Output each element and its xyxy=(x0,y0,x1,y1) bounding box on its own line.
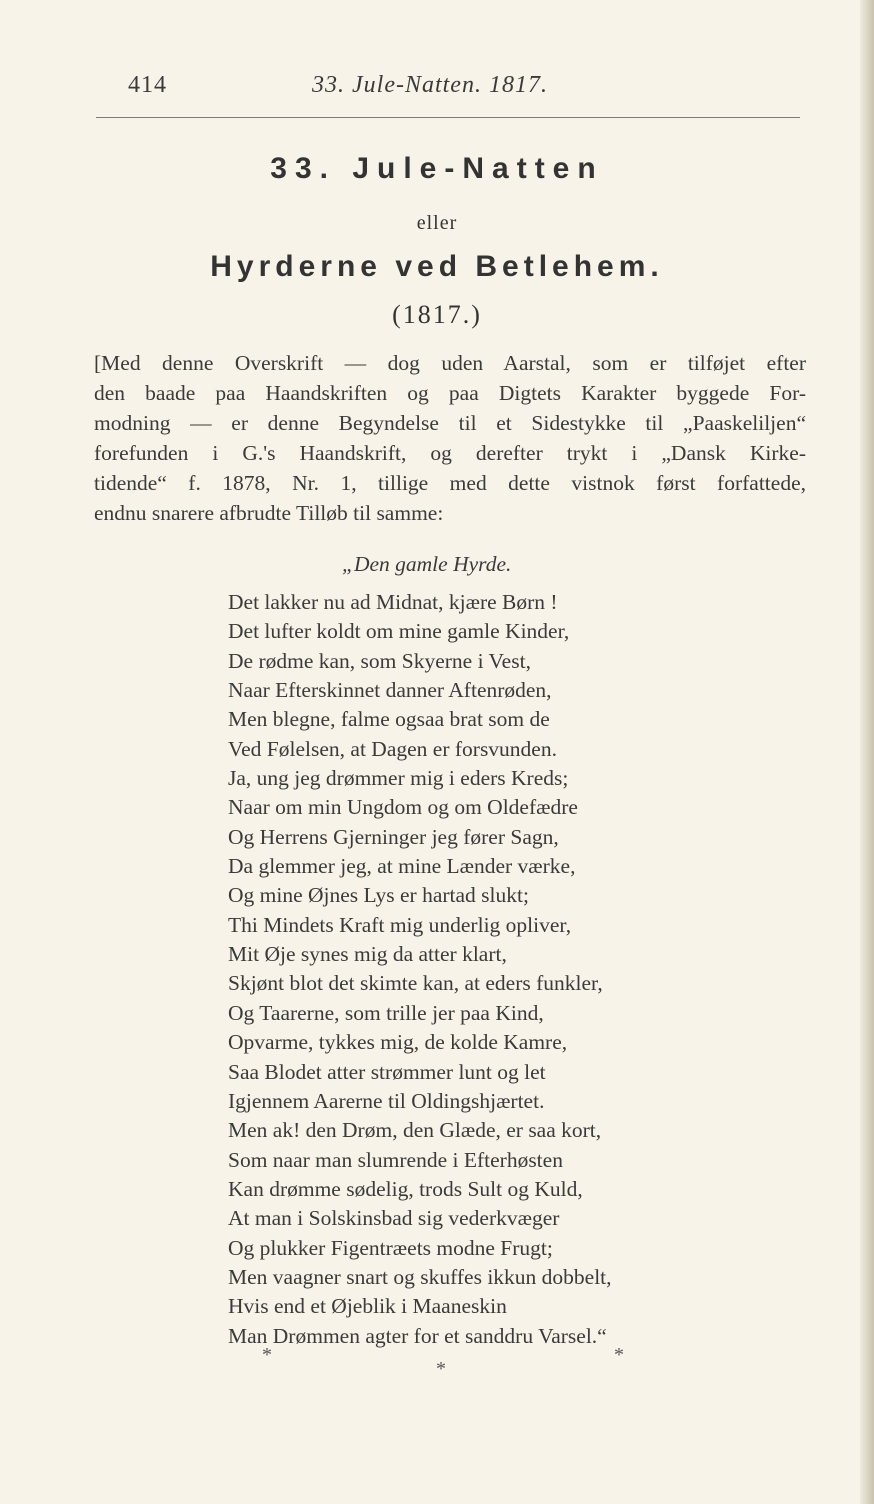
chapter-year: (1817.) xyxy=(392,300,482,329)
poem-line: Hvis end et Øjeblik i Maaneskin xyxy=(228,1294,507,1319)
poem-body xyxy=(228,588,708,1351)
note-line: tidende“ f. 1878, Nr. 1, tillige med dette vistnok først forfattede, xyxy=(94,471,806,495)
editorial-note xyxy=(94,348,806,528)
poem-line: Man Drømmen agter for et sanddru Varsel.“ xyxy=(228,1323,607,1348)
ornament-star: * xyxy=(436,1358,446,1380)
running-header xyxy=(128,72,728,108)
poem-line: Skjønt blot det skimte kan, at eders funkler, xyxy=(228,971,603,996)
poem-line: Igjennem Aarerne til Oldingshjærtet. xyxy=(228,1088,545,1113)
note-line: modning — er denne Begyndelse til et Sidestykke til „Paaskeliljen“ xyxy=(94,411,806,435)
poem-line: Ved Følelsen, at Dagen er forsvunden. xyxy=(228,736,557,761)
poem-line: Naar Efterskinnet danner Aftenrøden, xyxy=(228,678,552,703)
poem-line: Mit Øje synes mig da atter klart, xyxy=(228,942,507,967)
poem-line: Thi Mindets Kraft mig underlig opliver, xyxy=(228,912,572,937)
poem-line: Som naar man slumrende i Efterhøsten xyxy=(228,1147,563,1172)
poem-line: Saa Blodet atter strømmer lunt og let xyxy=(228,1059,546,1084)
poem-line: Og plukker Figentræets modne Frugt; xyxy=(228,1235,553,1260)
poem-line: Men vaagner snart og skuffes ikkun dobbelt, xyxy=(228,1264,612,1289)
poem-line: Og Taarerne, som trille jer paa Kind, xyxy=(228,1000,544,1025)
poem-line: Og Herrens Gjerninger jeg fører Sagn, xyxy=(228,824,559,849)
poem-line: De rødme kan, som Skyerne i Vest, xyxy=(228,648,531,673)
poem-line: Men ak! den Drøm, den Glæde, er saa kort, xyxy=(228,1118,602,1143)
header-rule xyxy=(96,117,800,118)
title-conjunction: eller xyxy=(416,212,458,234)
note-line: den baade paa Haandskriften og paa Digtets Karakter byggede For- xyxy=(94,381,806,405)
poem-line: At man i Solskinsbad sig vederkvæger xyxy=(228,1206,560,1231)
poem-line: Naar om min Ungdom og om Oldefædre xyxy=(228,795,578,820)
chapter-subtitle: Hyrderne ved Betlehem. xyxy=(210,250,664,283)
poem-title: „Den gamle Hyrde. xyxy=(342,552,512,576)
poem-line: Og mine Øjnes Lys er hartad slukt; xyxy=(228,883,529,908)
poem-line: Kan drømme sødelig, trods Sult og Kuld, xyxy=(228,1176,583,1201)
poem-line: Det lufter koldt om mine gamle Kinder, xyxy=(228,619,570,644)
poem-line: Opvarme, tykkes mig, de kolde Kamre, xyxy=(228,1030,568,1055)
note-line: endnu snarere afbrudte Tilløb til samme: xyxy=(94,501,444,525)
ornament-star: * xyxy=(262,1344,272,1366)
poem-line: Det lakker nu ad Midnat, kjære Børn ! xyxy=(228,590,558,614)
poem-line: Da glemmer jeg, at mine Lænder værke, xyxy=(228,854,576,879)
poem-line: Men blegne, falme ogsaa brat som de xyxy=(228,707,550,732)
poem-line: Ja, ung jeg drømmer mig i eders Kreds; xyxy=(228,766,569,791)
chapter-title: 33. Jule-Natten xyxy=(270,152,604,185)
ornament-star: * xyxy=(614,1344,624,1366)
running-head: 33. Jule-Natten. 1817. xyxy=(312,72,548,98)
note-line: forefunden i G.'s Haandskrift, og derefter trykt i „Dansk Kirke- xyxy=(94,441,806,465)
page-number: 414 xyxy=(128,72,167,98)
note-line: [Med denne Overskrift — dog uden Aarstal, som er tilføjet efter xyxy=(94,351,806,375)
